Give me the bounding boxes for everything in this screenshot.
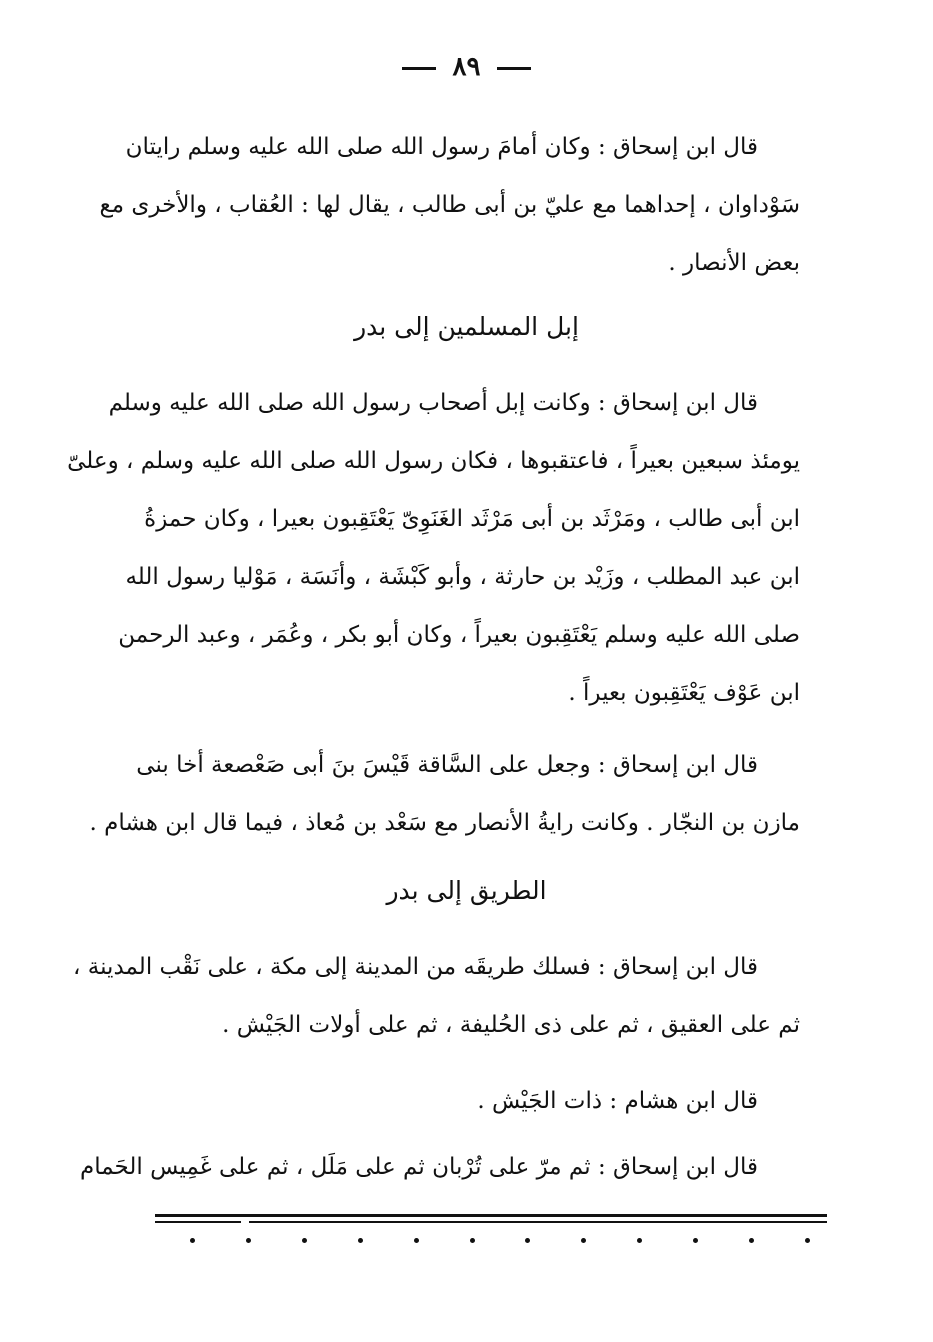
paragraph-6 bbox=[80, 1138, 800, 1196]
page-number: ٨٩ bbox=[452, 52, 481, 82]
footer-dot bbox=[190, 1238, 195, 1243]
footer-dots bbox=[190, 1238, 810, 1243]
paragraph-line: قال ابن إسحاق : ثم مرّ على تُرْبان ثم على مَلَل ، ثم على غَمِيس الحَمام bbox=[80, 1154, 758, 1180]
footer-rule-thin bbox=[155, 1221, 827, 1223]
section-heading-road: الطريق إلى بدر bbox=[386, 876, 547, 905]
footer-dot bbox=[637, 1238, 642, 1243]
section-heading-camels: إبل المسلمين إلى بدر bbox=[354, 312, 579, 341]
page-number-header bbox=[0, 52, 933, 82]
paragraph-line: ابن أبى طالب ، ومَرْثَد بن أبى مَرْثَد الغَنَوِىّ يَعْتَقِبون بعيرا ، وكان حمزةُ bbox=[144, 506, 800, 532]
paragraph-line: قال ابن هشام : ذات الجَيْش . bbox=[477, 1088, 758, 1114]
paragraph-4 bbox=[73, 938, 800, 1054]
footer-dot bbox=[302, 1238, 307, 1243]
paragraph-line: بعض الأنصار . bbox=[668, 250, 800, 276]
paragraph-line: قال ابن إسحاق : وكان أمامَ رسول الله صلى الله عليه وسلم رايتان bbox=[125, 134, 758, 160]
paragraph-1 bbox=[99, 118, 800, 292]
footer-dot bbox=[581, 1238, 586, 1243]
footer-dot bbox=[358, 1238, 363, 1243]
footer-dot bbox=[525, 1238, 530, 1243]
paragraph-line: يومئذ سبعين بعيراً ، فاعتقبوها ، فكان رسول الله صلى الله عليه وسلم ، وعلىّ bbox=[67, 448, 800, 474]
page-number-dash-right bbox=[497, 67, 531, 70]
footer-dot bbox=[749, 1238, 754, 1243]
footer-dot bbox=[693, 1238, 698, 1243]
footer-dot bbox=[805, 1238, 810, 1243]
page-number-dash-left bbox=[402, 67, 436, 70]
paragraph-line: ابن عَوْف يَعْتَقِبون بعيراً . bbox=[568, 680, 800, 706]
footer-dot bbox=[246, 1238, 251, 1243]
paragraph-2 bbox=[67, 374, 800, 722]
footer-rule-thick bbox=[155, 1214, 827, 1217]
footer-rule bbox=[155, 1214, 827, 1223]
footer-rule-segment bbox=[155, 1221, 241, 1223]
paragraph-5 bbox=[160, 1072, 800, 1130]
paragraph-line: سَوْداوان ، إحداهما مع عليّ بن أبى طالب ، يقال لها : العُقاب ، والأخرى مع bbox=[99, 192, 800, 218]
paragraph-line: ثم على العقيق ، ثم على ذى الحُليفة ، ثم على أولات الجَيْش . bbox=[222, 1012, 800, 1038]
paragraph-line: ابن عبد المطلب ، وزَيْد بن حارثة ، وأبو كَبْشَة ، وأنَسَة ، مَوْليا رسول الله bbox=[125, 564, 800, 590]
paragraph-line: مازن بن النجّار . وكانت رايةُ الأنصار مع سَعْد بن مُعاذ ، فيما قال ابن هشام . bbox=[89, 810, 800, 836]
paragraph-line: صلى الله عليه وسلم يَعْتَقِبون بعيراً ، وكان أبو بكر ، وعُمَر ، وعبد الرحمن bbox=[118, 622, 800, 648]
paragraph-line: قال ابن إسحاق : فسلك طريقَه من المدينة إلى مكة ، على نَقْب المدينة ، bbox=[73, 954, 758, 980]
footer-dot bbox=[414, 1238, 419, 1243]
paragraph-line: قال ابن إسحاق : وجعل على السَّاقة قَيْسَ بنَ أبى صَعْصعة أخا بنى bbox=[136, 752, 758, 778]
footer-rule-segment bbox=[249, 1221, 827, 1223]
footer-dot bbox=[470, 1238, 475, 1243]
paragraph-3 bbox=[89, 736, 800, 852]
paragraph-line: قال ابن إسحاق : وكانت إبل أصحاب رسول الله صلى الله عليه وسلم bbox=[108, 390, 758, 416]
